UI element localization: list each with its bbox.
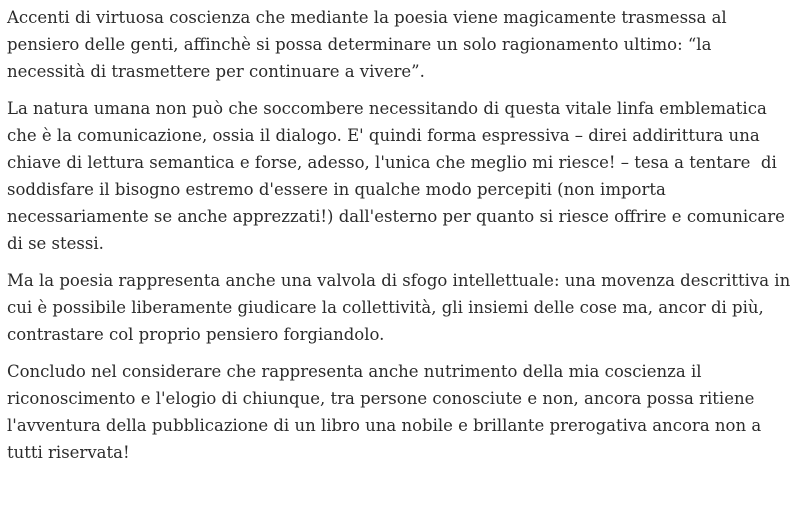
paragraph-2: La natura umana non può che soccombere necessitando di questa vitale linfa emblematica che è la comunicazione, ossia il dialogo. E' quindi forma espressiva – direi addirittura una chiave di lettura semantica e forse, adesso, l'unica che meglio mi riesce! – tesa a tentare di soddisfare il bisogno estremo d'essere in qualche modo percepiti (non importa necessariamente se anche apprezzati!) dall'esterno per quanto si riesce offrire e comunicare di se stessi. (7, 99, 791, 253)
paragraph-3: Ma la poesia rappresenta anche una valvola di sfogo intellettuale: una movenza descrittiva in cui è possibile liberamente giudicare la collettività, gli insiemi delle cose ma, ancor di più, contrastare col proprio pensiero forgiandolo. (7, 271, 796, 344)
paragraph-1: Accenti di virtuosa coscienza che mediante la poesia viene magicamente trasmessa al pensiero delle genti, affinchè si possa determinare un solo ragionamento ultimo: “la necessità di trasmettere per continuare a vivere”. (7, 8, 732, 81)
paragraph-4: Concludo nel considerare che rappresenta anche nutrimento della mia coscienza il riconoscimento e l'elogio di chiunque, tra persone conosciute e non, ancora possa ritiene l'avventura della pubblicazione di un libro una nobile e brillante prerogativa ancora non a tutti riservata! (7, 362, 767, 462)
